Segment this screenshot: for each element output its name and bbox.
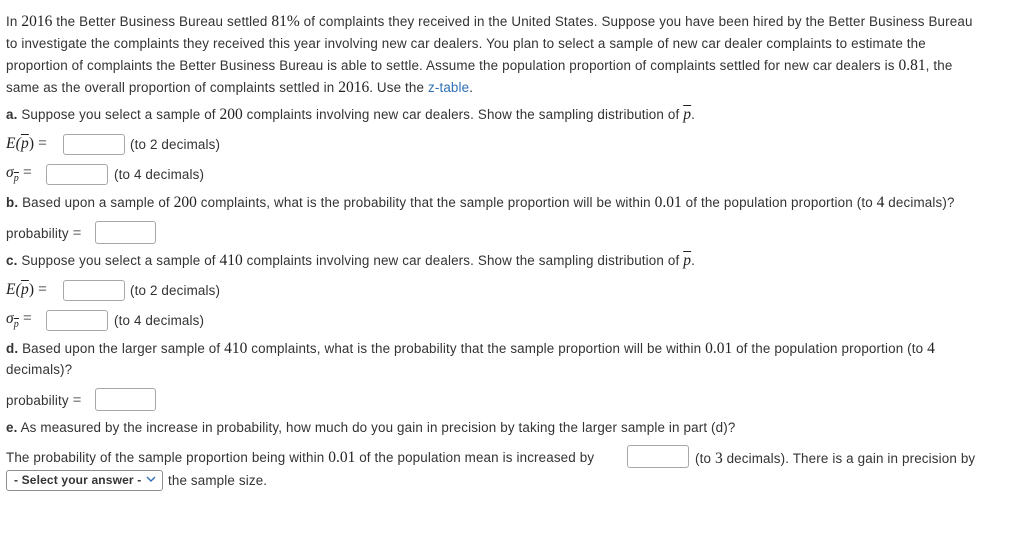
part-c-expected-label: $E(\overline{p})$ =	[6, 281, 48, 298]
part-b-probability-input[interactable]	[95, 221, 156, 244]
part-e-after-select-text: the sample size.	[168, 473, 268, 488]
part-d-label: d.	[6, 341, 19, 356]
year-value-2: 2016	[338, 79, 370, 96]
sample-size-410: 410	[219, 252, 243, 269]
percent-value: 81%	[271, 13, 300, 30]
part-e-gain-hint: (to 3 decimals). There is a gain in precision by	[695, 450, 976, 467]
part-d-probability-input[interactable]	[95, 388, 156, 411]
part-c-sd-hint: (to 4 decimals)	[114, 313, 205, 328]
part-e-gain-input[interactable]	[627, 445, 689, 468]
part-e-sentence: The probability of the sample proportion being within 0.01 of the population mean is increased by	[6, 449, 595, 466]
part-b-probability-label: probability =	[6, 225, 82, 242]
part-c-label: c.	[6, 253, 18, 268]
problem-intro	[6, 11, 1020, 99]
intro-line-2: to investigate the complaints they received this year involving new car dealers. You plan to select a sample of new car dealer complaints to estimate the	[6, 36, 926, 51]
precision-select-dropdown[interactable]	[6, 470, 163, 491]
part-a-sd-label: $\sigma_{\overline{p}}$ =	[6, 164, 32, 184]
part-a-label: a.	[6, 107, 18, 122]
part-d-question-line-1: d. Based upon the larger sample of 410 complaints, what is the probability that the sample proportion will be within 0.01 of the population proportion (to 4	[6, 340, 935, 357]
chevron-down-icon	[146, 472, 156, 485]
p-bar-symbol-2: $\overline{p}$	[683, 252, 692, 269]
intro-line-1: In 2016 the Better Business Bureau settled 81% of complaints they received in the United States. Suppose you have been hired by the Better Business Bureau	[6, 13, 973, 30]
year-value: 2016	[21, 13, 53, 30]
intro-line-4: same as the overall proportion of complaints settled in 2016. Use the z-table.	[6, 79, 474, 96]
part-a-sd-input[interactable]	[46, 164, 108, 185]
part-c-expected-hint: (to 2 decimals)	[130, 283, 221, 298]
z-table-link[interactable]: z-table	[428, 80, 470, 95]
sample-size-200: 200	[219, 106, 243, 123]
part-b-label: b.	[6, 195, 19, 210]
part-c-expected-input[interactable]	[63, 280, 125, 301]
part-c-question: c. Suppose you select a sample of 410 complaints involving new car dealers. Show the sampling distribution of $\overline{p}$.	[6, 252, 695, 269]
part-a-expected-label: $E(\overline{p})$ =	[6, 135, 48, 152]
intro-line-3: proportion of complaints the Better Business Bureau is able to settle. Assume the population proportion of complaints settled for new car dealers is 0.81, the	[6, 57, 953, 74]
part-a-sd-hint: (to 4 decimals)	[114, 167, 205, 182]
part-a-expected-hint: (to 2 decimals)	[130, 137, 221, 152]
part-a-question: a. Suppose you select a sample of 200 complaints involving new car dealers. Show the sampling distribution of $\overline{p}$.	[6, 106, 695, 123]
part-b-question: b. Based upon a sample of 200 complaints, what is the probability that the sample proportion will be within 0.01 of the population proportion (to 4 decimals)?	[6, 194, 955, 211]
part-e-question: e. As measured by the increase in probability, how much do you gain in precision by taking the larger sample in part (d)?	[6, 420, 736, 435]
part-c-sd-label: $\sigma_{\overline{p}}$ =	[6, 310, 32, 330]
p-bar-symbol: $\overline{p}$	[683, 106, 692, 123]
part-d-question-line-2: decimals)?	[6, 362, 73, 377]
part-e-label: e.	[6, 420, 18, 435]
part-a-expected-input[interactable]	[63, 134, 125, 155]
population-proportion-value: 0.81	[898, 57, 926, 74]
part-d-probability-label: probability =	[6, 392, 82, 409]
precision-select-value: - Select your answer -	[14, 473, 142, 487]
part-c-sd-input[interactable]	[46, 310, 108, 331]
